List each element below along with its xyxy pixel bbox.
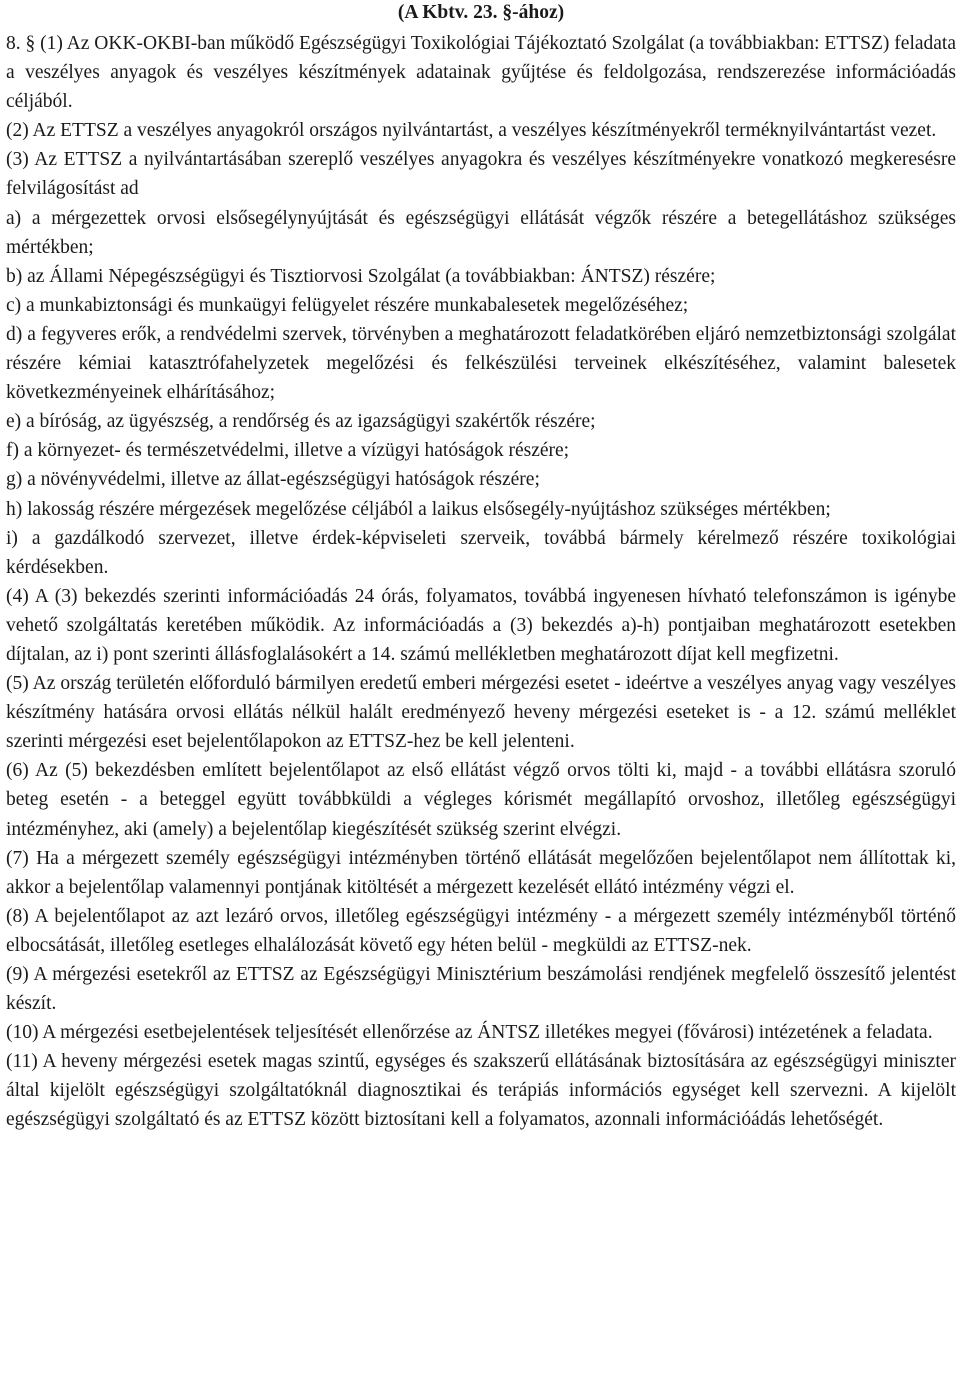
paragraph-8: (8) A bejelentőlapot az azt lezáró orvos, illetőleg egészségügyi intézmény - a mérgezett személy intézményből történő elbocsátását, illetőleg esetleges elhalálozását követő egy héten belül - megküldi az ETTSZ-nek. [6, 905, 956, 956]
list-item-b: b) az Állami Népegészségügyi és Tisztiorvosi Szolgálat (a továbbiakban: ÁNTSZ) részére; [6, 265, 716, 287]
list-item-d: d) a fegyveres erők, a rendvédelmi szervek, törvényben a meghatározott feladatkörében eljáró nemzetbiztonsági szolgálat részére kémiai katasztrófahelyzetek megelőzési és felkészülési terveinek elkészítéséhez, valamint balesetek következményeinek elhárításához; [6, 323, 956, 404]
paragraph-3: (3) Az ETTSZ a nyilvántartásában szereplő veszélyes anyagokra és veszélyes készítményekre vonatkozó megkeresésre felvilágosítást ad [6, 149, 956, 200]
paragraph-7: (7) Ha a mérgezett személy egészségügyi intézményben történő ellátását megelőzően bejelentőlapot nem állítottak ki, akkor a bejelentőlap valamennyi pontjának kitöltését a mérgezett kezelését ellátó intézmény végzi el. [6, 847, 956, 898]
paragraph-2: (2) Az ETTSZ a veszélyes anyagokról országos nyilvántartást, a veszélyes készítményekről terméknyilvántartást vezet. [6, 120, 937, 142]
list-item-h: h) lakosság részére mérgezések megelőzése céljából a laikus elsősegély-nyújtáshoz szükséges mértékben; [6, 498, 831, 520]
list-item-e: e) a bíróság, az ügyészség, a rendőrség és az igazságügyi szakértők részére; [6, 411, 596, 433]
paragraph-11: (11) A heveny mérgezési esetek magas szintű, egységes és szakszerű ellátásának biztosítására az egészségügyi miniszter által kijelölt egészségügyi szolgáltatóknál diagnosztikai és terápiás információs egységet kell szervezni. A kijelölt egészségügyi szolgáltató és az ETTSZ között biztosítani kell a folyamatos, azonnali információádás lehetőségét. [6, 1051, 956, 1131]
paragraph-5: (5) Az ország területén előforduló bármilyen eredetű emberi mérgezési esetet - ideértve a veszélyes anyag vagy veszélyes készítmény hatására orvosi ellátás nélkül halált eredményező heveny mérgezési eseteket is - a 12. számú melléklet szerinti mérgezési eset bejelentőlapokon az ETTSZ-hez be kell jelenteni. [6, 673, 956, 753]
list-item-f: f) a környezet- és természetvédelmi, illetve a vízügyi hatóságok részére; [6, 440, 570, 462]
paragraph-10: (10) A mérgezési esetbejelentések teljesítését ellenőrzése az ÁNTSZ illetékes megyei (fővárosi) intézetének a feladata. [6, 1022, 933, 1044]
document-page [6, 0, 956, 1135]
paragraph-6: (6) Az (5) bekezdésben említett bejelentőlapot az első ellátást végző orvos tölti ki, majd - a további ellátásra szoruló beteg esetén - a beteggel együtt továbbküldi a végleges kórismét megállapító orvoshoz, illetőleg egészségügyi intézményhez, aki (amely) a bejelentőlap kiegészítését szükség szerint elvégzi. [6, 760, 956, 840]
paragraph-9: (9) A mérgezési esetekről az ETTSZ az Egészségügyi Minisztérium beszámolási rendjének megfelelő összesítő jelentést készít. [6, 964, 956, 1015]
paragraph-4: (4) A (3) bekezdés szerinti információadás 24 órás, folyamatos, továbbá ingyenesen hívható telefonszámon is igénybe vehető szolgáltatás keretében működik. Az információadás a (3) bekezdés a)-h) pontjaiban meghatározott esetekben díjtalan, az i) pont szerinti állásfoglalásokért a 14. számú mellékletben meghatározott díjat kell megfizetni. [6, 585, 956, 665]
list-item-i: i) a gazdálkodó szervezet, illetve érdek-képviseleti szerveik, továbbá bármely kérelmező részére toxikológiai kérdésekben. [6, 527, 956, 578]
list-item-c: c) a munkabiztonsági és munkaügyi felügyelet részére munkabalesetek megelőzéséhez; [6, 294, 689, 316]
list-item-a: a) a mérgezettek orvosi elsősegélynyújtását és egészségügyi ellátását végzők részére a betegellátáshoz szükséges mértékben; [6, 207, 956, 258]
section-heading: (A Kbtv. 23. §-ához) [397, 2, 565, 23]
paragraph-8-1: 8. § (1) Az OKK-OKBI-ban működő Egészségügyi Toxikológiai Tájékoztató Szolgálat (a továbbiakban: ETTSZ) feladata a veszélyes anyagok és veszélyes készítmények adatainak gyűjtése és feldolgozása, rendszerezése információadás céljából. [6, 33, 956, 113]
list-item-g: g) a növényvédelmi, illetve az állat-egészségügyi hatóságok részére; [6, 469, 540, 491]
